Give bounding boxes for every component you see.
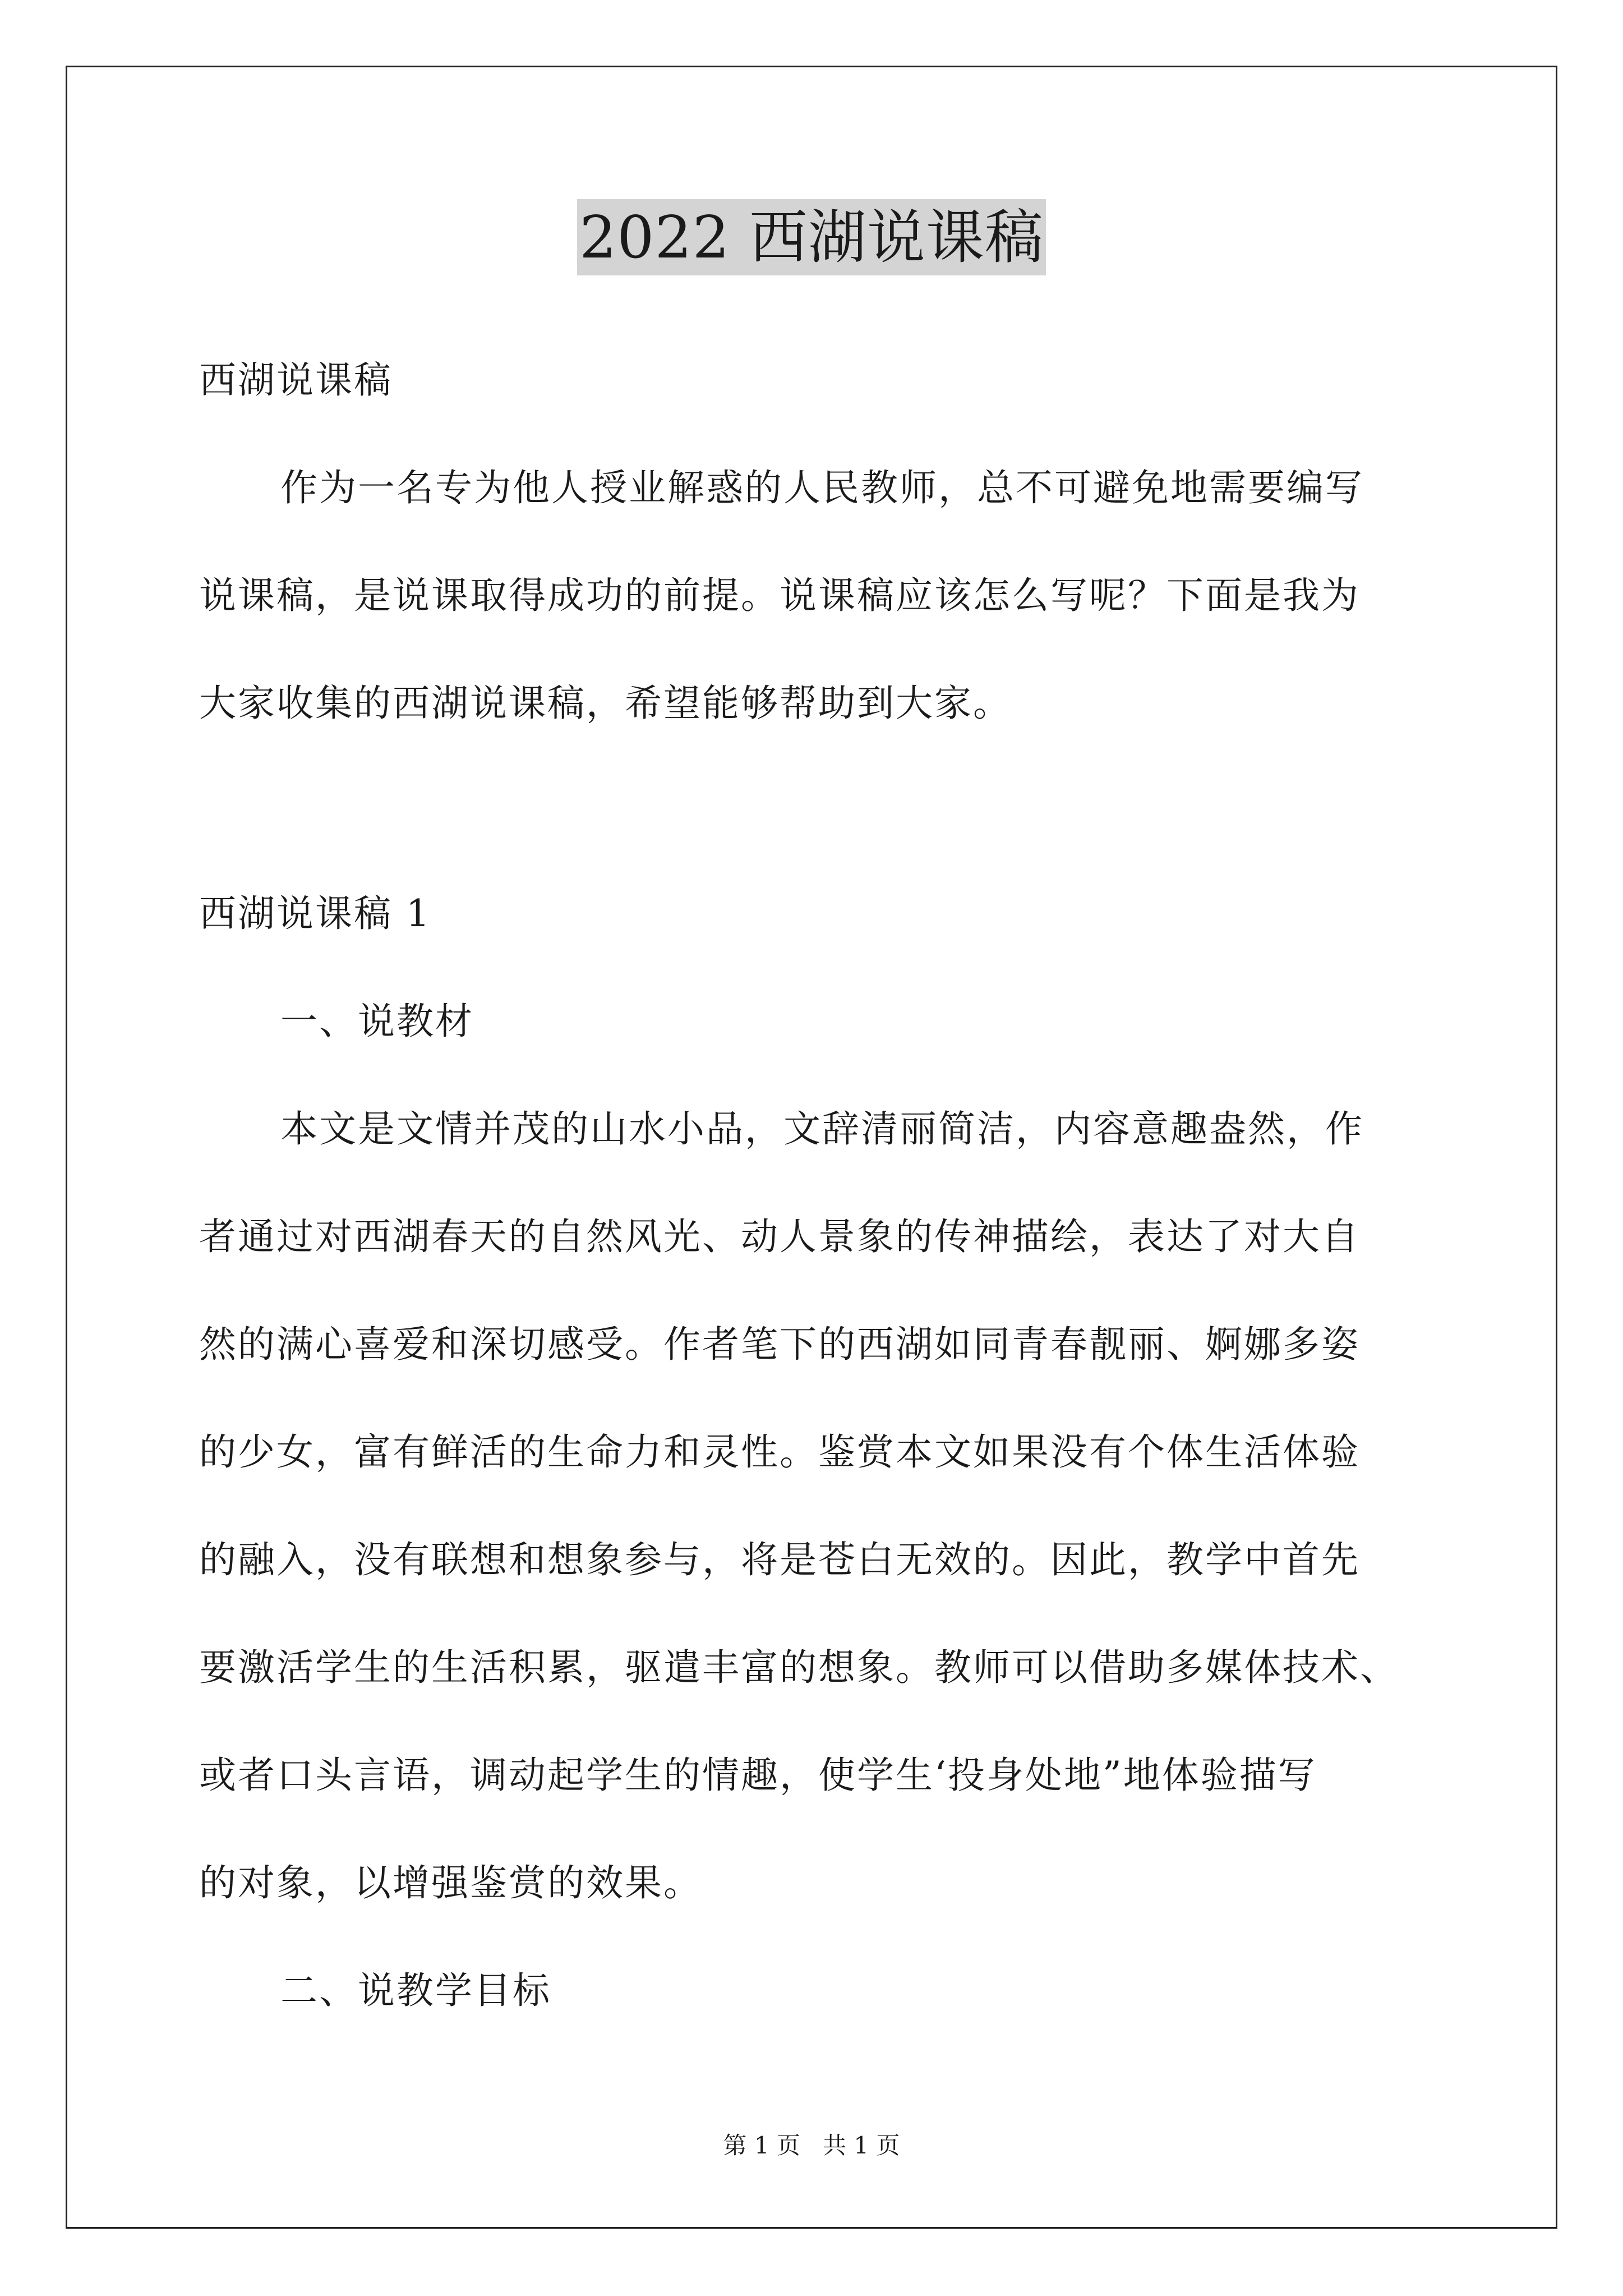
paragraph-line: 的少女，富有鲜活的生命力和灵性。鉴赏本文如果没有个体生活体验: [199, 1430, 1360, 1474]
title-container: [0, 199, 1623, 275]
section-heading: 西湖说课稿 1: [199, 892, 431, 935]
subsection-heading: 二、说教学目标: [280, 1969, 551, 2012]
paragraph-line: 的对象，以增强鉴赏的效果。: [199, 1861, 702, 1904]
paragraph-line: 说课稿，是说课取得成功的前提。说课稿应该怎么写呢？下面是我为: [199, 574, 1360, 617]
page-footer: [0, 2130, 1623, 2161]
paragraph-line: 要激活学生的生活积累，驱遣丰富的想象。教师可以借助多媒体技术、: [199, 1646, 1399, 1689]
paragraph-line: 然的满心喜爱和深切感受。作者笔下的西湖如同青春靓丽、婀娜多姿: [199, 1323, 1360, 1366]
section-heading: 西湖说课稿: [199, 358, 393, 402]
paragraph-line: 作为一名专为他人授业解惑的人民教师，总不可避免地需要编写: [280, 466, 1364, 509]
page-number: 第 1 页 共 1 页: [723, 2132, 900, 2159]
paragraph-line: 的融入，没有联想和想象参与，将是苍白无效的。因此，教学中首先: [199, 1538, 1360, 1581]
paragraph-line: 或者口头言语，调动起学生的情趣，使学生‘投身处地”地体验描写: [199, 1754, 1317, 1797]
subsection-heading: 一、说教材: [280, 1000, 474, 1043]
paragraph-line: 本文是文情并茂的山水小品，文辞清丽简洁，内容意趣盎然，作: [280, 1107, 1364, 1151]
paragraph-line: 者通过对西湖春天的自然风光、动人景象的传神描绘，表达了对大自: [199, 1215, 1360, 1258]
paragraph-line: 大家收集的西湖说课稿，希望能够帮助到大家。: [199, 682, 1012, 725]
document-title: 2022 西湖说课稿: [577, 199, 1046, 275]
